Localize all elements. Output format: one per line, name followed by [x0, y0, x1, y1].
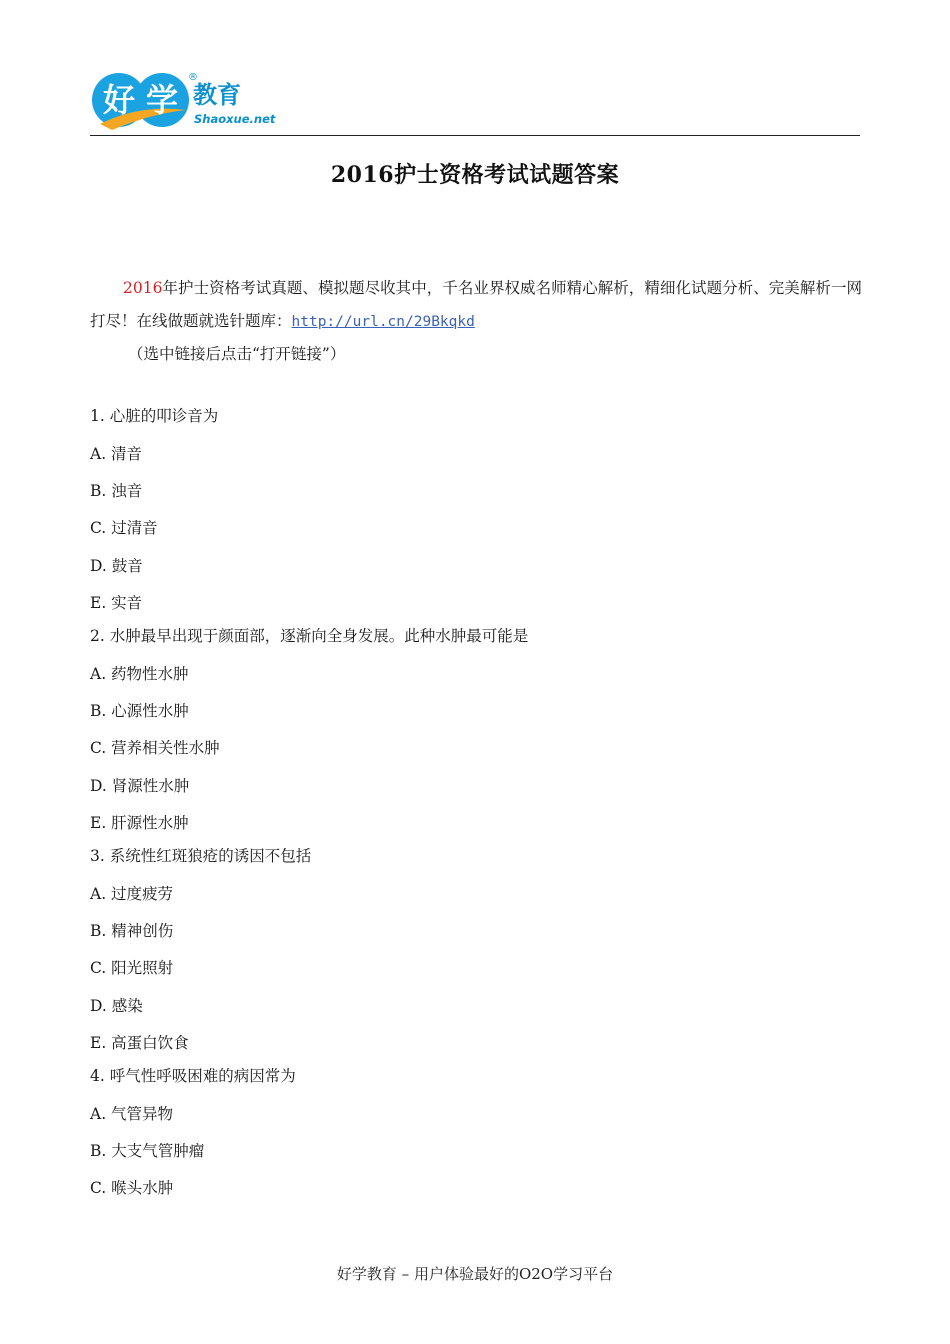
- logo-char-1: 好: [102, 81, 136, 119]
- question-4-stem: 4. 呼气性呼吸困难的病因常为: [90, 1067, 296, 1085]
- question-3-option-e: E. 高蛋白饮食: [90, 1034, 189, 1052]
- logo-registered-mark: ®: [188, 72, 198, 83]
- question-2-option-b: B. 心源性水肿: [90, 702, 189, 720]
- question-2-stem: 2. 水肿最早出现于颜面部，逐渐向全身发展。此种水肿最可能是: [90, 627, 529, 645]
- logo-char-2: 学: [145, 81, 179, 119]
- question-bank-link[interactable]: http://url.cn/29Bkqkd: [291, 314, 475, 330]
- question-1-option-a: A. 清音: [90, 445, 143, 463]
- intro-year: 2016: [123, 279, 163, 297]
- logo-sub: 教育: [193, 81, 241, 109]
- question-1-option-c: C. 过清音: [90, 519, 158, 537]
- question-4-option-a: A. 气管异物: [90, 1105, 174, 1123]
- question-2-option-c: C. 营养相关性水肿: [90, 739, 220, 757]
- shaoxue-logo: [90, 64, 290, 136]
- intro-text: [90, 272, 862, 339]
- document-title: 2016护士资格考试试题答案: [330, 162, 620, 188]
- intro-paragraph: [90, 272, 862, 339]
- question-3-option-a: A. 过度疲劳: [90, 885, 174, 903]
- question-2-option-d: D. 肾源性水肿: [90, 777, 190, 795]
- question-2-option-e: E. 肝源性水肿: [90, 814, 189, 832]
- question-4-option-b: B. 大支气管肿瘤: [90, 1142, 205, 1160]
- logo-mark: [90, 64, 290, 136]
- logo-domain: Shaoxue.net: [194, 112, 276, 126]
- question-1-option-e: E. 实音: [90, 594, 143, 612]
- question-3-option-c: C. 阳光照射: [90, 959, 174, 977]
- intro-body: 年护士资格考试真题、模拟题尽收其中，千名业界权威名师精心解析，精细化试题分析、完美解析一网打尽！在线做题就选针题库：: [90, 279, 862, 330]
- question-3-option-d: D. 感染: [90, 997, 143, 1015]
- question-2-option-a: A. 药物性水肿: [90, 665, 189, 683]
- question-1-option-b: B. 浊音: [90, 482, 143, 500]
- question-4-option-c: C. 喉头水肿: [90, 1179, 174, 1197]
- link-note: （选中链接后点击“打开链接”）: [128, 345, 346, 363]
- question-3-stem: 3. 系统性红斑狼疮的诱因不包括: [90, 847, 312, 865]
- question-1-option-d: D. 鼓音: [90, 557, 143, 575]
- question-1-stem: 1. 心脏的叩诊音为: [90, 407, 219, 425]
- page-footer: 好学教育 – 用户体验最好的O2O学习平台: [336, 1265, 614, 1283]
- header-rule: [90, 135, 860, 136]
- question-3-option-b: B. 精神创伤: [90, 922, 174, 940]
